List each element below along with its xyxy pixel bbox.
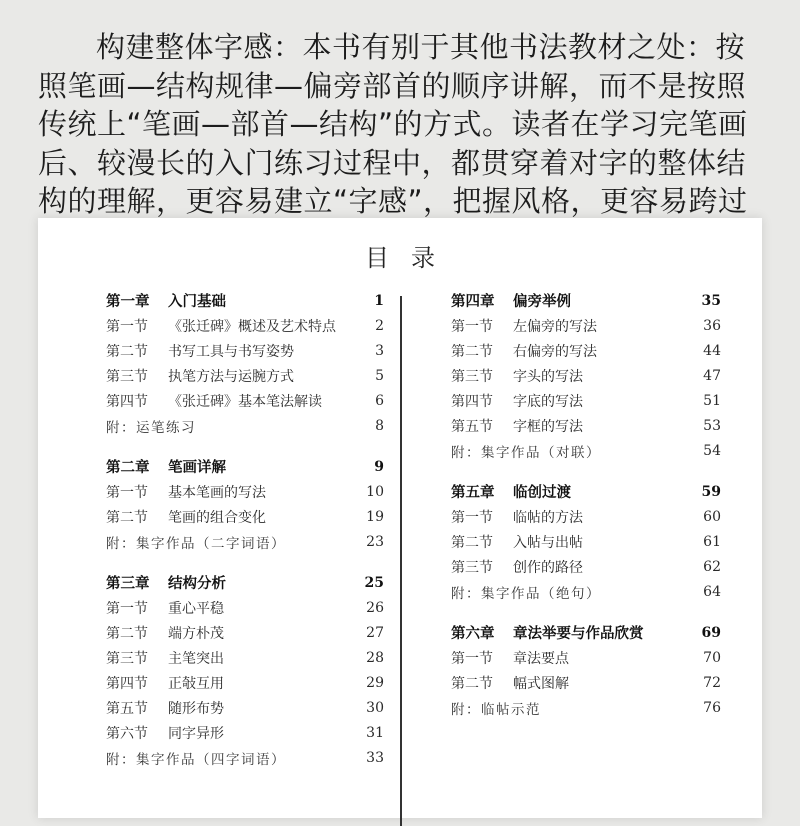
chapter-label: 第三章 (106, 575, 150, 592)
page-number: 9 (374, 458, 384, 475)
section-label: 第一节 (106, 318, 148, 335)
section-title: 创作的路径 (513, 559, 583, 576)
toc-column-left (106, 288, 384, 786)
page-number: 51 (703, 392, 721, 409)
section-label: 第一节 (106, 484, 148, 501)
section-title: 笔画的组合变化 (168, 509, 266, 526)
chapter-title: 章法举要与作品欣赏 (513, 625, 644, 642)
section-entry (106, 670, 384, 695)
chapter-heading (106, 454, 384, 479)
chapter-label: 第二章 (106, 459, 150, 476)
chapter-title: 临创过渡 (513, 484, 571, 501)
section-title: 基本笔画的写法 (168, 484, 266, 501)
section-title: 字头的写法 (513, 368, 583, 385)
page-number: 5 (375, 367, 384, 384)
section-label: 第一节 (451, 650, 493, 667)
page-number: 30 (366, 699, 384, 716)
chapter-heading (106, 288, 384, 313)
appendix-entry (106, 413, 384, 438)
section-label: 第四节 (451, 393, 493, 410)
chapter-heading (451, 620, 721, 645)
page-number: 70 (703, 649, 721, 666)
section-title: 《张迁碑》基本笔法解读 (168, 393, 322, 410)
section-entry (106, 645, 384, 670)
page-number: 27 (366, 624, 384, 641)
section-label: 第二节 (106, 343, 148, 360)
appendix-entry (106, 745, 384, 770)
section-entry (106, 479, 384, 504)
section-title: 章法要点 (513, 650, 569, 667)
chapter-label: 第五章 (451, 484, 495, 501)
section-entry (106, 388, 384, 413)
section-title: 同字异形 (168, 725, 224, 742)
page-number: 62 (703, 558, 721, 575)
chapter-block (451, 288, 721, 463)
chapter-heading (451, 479, 721, 504)
page-number: 28 (366, 649, 384, 666)
toc-card (38, 218, 762, 818)
chapter-block (106, 570, 384, 770)
page-number: 23 (366, 533, 384, 550)
section-title: 幅式图解 (513, 675, 569, 692)
page-number: 44 (703, 342, 721, 359)
section-title: 主笔突出 (168, 650, 224, 667)
page-number: 3 (375, 342, 384, 359)
toc-column-right (451, 288, 721, 736)
section-label: 第二节 (451, 343, 493, 360)
section-entry (451, 363, 721, 388)
section-entry (106, 595, 384, 620)
page-number: 31 (366, 724, 384, 741)
page-number: 69 (701, 624, 721, 641)
section-entry (451, 554, 721, 579)
chapter-block (451, 479, 721, 604)
appendix-entry (451, 695, 721, 720)
page-number: 6 (375, 392, 384, 409)
chapter-label: 第四章 (451, 293, 495, 310)
page-number: 59 (701, 483, 721, 500)
chapter-title: 结构分析 (168, 575, 226, 592)
section-entry (451, 388, 721, 413)
page-number: 33 (366, 749, 384, 766)
section-entry (451, 529, 721, 554)
page-number: 25 (364, 574, 384, 591)
section-label: 第二节 (106, 625, 148, 642)
page-number: 64 (703, 583, 721, 600)
section-title: 端方朴茂 (168, 625, 224, 642)
page-number: 35 (701, 292, 721, 309)
chapter-title: 入门基础 (168, 293, 226, 310)
section-title: 字框的写法 (513, 418, 583, 435)
section-label: 第二节 (451, 675, 493, 692)
section-title: 临帖的方法 (513, 509, 583, 526)
section-title: 重心平稳 (168, 600, 224, 617)
chapter-title: 笔画详解 (168, 459, 226, 476)
page-number: 61 (703, 533, 721, 550)
appendix-title: 附：集字作品（四字词语） (106, 751, 286, 768)
page-number: 10 (366, 483, 384, 500)
page-number: 36 (703, 317, 721, 334)
section-label: 第三节 (106, 368, 148, 385)
appendix-title: 附：运笔练习 (106, 419, 196, 436)
chapter-block (451, 620, 721, 720)
section-title: 左偏旁的写法 (513, 318, 597, 335)
section-title: 《张迁碑》概述及艺术特点 (168, 318, 336, 335)
chapter-block (106, 288, 384, 438)
appendix-entry (451, 438, 721, 463)
page-number: 47 (703, 367, 721, 384)
chapter-label: 第一章 (106, 293, 150, 310)
section-label: 第三节 (106, 650, 148, 667)
page-number: 8 (375, 417, 384, 434)
section-label: 第六节 (106, 725, 148, 742)
section-entry (451, 670, 721, 695)
appendix-entry (451, 579, 721, 604)
section-entry (106, 720, 384, 745)
section-entry (451, 645, 721, 670)
page-number: 60 (703, 508, 721, 525)
page-number: 54 (703, 442, 721, 459)
section-label: 第二节 (451, 534, 493, 551)
section-label: 第一节 (451, 318, 493, 335)
chapter-title: 偏旁举例 (513, 293, 571, 310)
section-entry (106, 620, 384, 645)
section-label: 第四节 (106, 675, 148, 692)
section-title: 正敧互用 (168, 675, 224, 692)
page-number: 29 (366, 674, 384, 691)
chapter-heading (106, 570, 384, 595)
page-number: 76 (703, 699, 721, 716)
section-entry (106, 313, 384, 338)
appendix-title: 附：集字作品（二字词语） (106, 535, 286, 552)
section-label: 第四节 (106, 393, 148, 410)
appendix-title: 附：集字作品（绝句） (451, 585, 601, 602)
page-number: 19 (366, 508, 384, 525)
section-entry (451, 338, 721, 363)
section-label: 第五节 (451, 418, 493, 435)
section-entry (451, 413, 721, 438)
intro-text: 构建整体字感：本书有别于其他书法教材之处：按照笔画—结构规律—偏旁部首的顺序讲解，而不是按照传统上“笔画—部首—结构”的方式。读者在学习完笔画后、较漫长的入门练习过程中，都贯穿着对字的整体结构的理解，更容易建立“字感”，把握风格，更容易跨过 (38, 30, 748, 218)
page-number: 2 (375, 317, 384, 334)
section-title: 入帖与出帖 (513, 534, 583, 551)
column-divider (400, 296, 402, 826)
chapter-block (106, 454, 384, 554)
section-label: 第一节 (106, 600, 148, 617)
section-title: 执笔方法与运腕方式 (168, 368, 294, 385)
appendix-title: 附：临帖示范 (451, 701, 541, 718)
chapter-label: 第六章 (451, 625, 495, 642)
appendix-entry (106, 529, 384, 554)
section-entry (106, 338, 384, 363)
chapter-heading (451, 288, 721, 313)
section-entry (451, 504, 721, 529)
page-number: 53 (703, 417, 721, 434)
section-entry (106, 695, 384, 720)
section-label: 第三节 (451, 559, 493, 576)
section-title: 右偏旁的写法 (513, 343, 597, 360)
page-number: 72 (703, 674, 721, 691)
section-entry (106, 504, 384, 529)
section-title: 字底的写法 (513, 393, 583, 410)
section-title: 随形布势 (168, 700, 224, 717)
section-label: 第五节 (106, 700, 148, 717)
section-entry (451, 313, 721, 338)
section-entry (106, 363, 384, 388)
section-label: 第三节 (451, 368, 493, 385)
page-number: 1 (374, 292, 384, 309)
section-title: 书写工具与书写姿势 (168, 343, 294, 360)
toc-title: 目录 (365, 244, 457, 272)
section-label: 第二节 (106, 509, 148, 526)
appendix-title: 附：集字作品（对联） (451, 444, 601, 461)
section-label: 第一节 (451, 509, 493, 526)
page-number: 26 (366, 599, 384, 616)
